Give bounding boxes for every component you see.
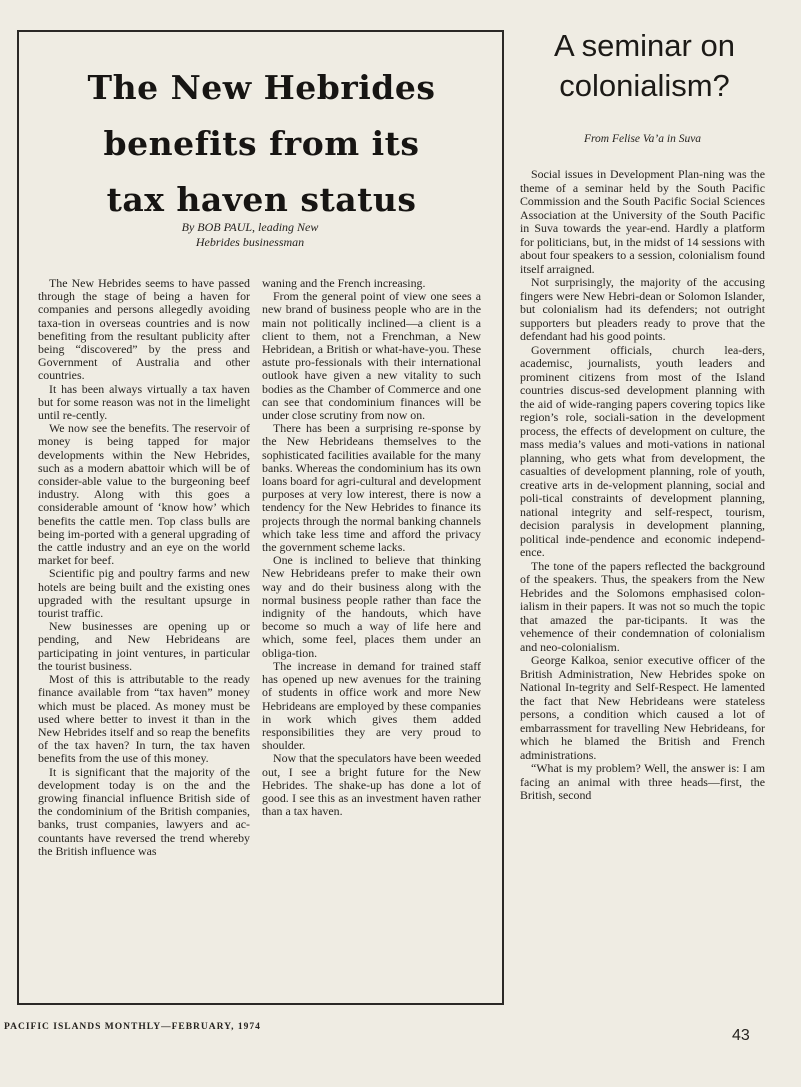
paragraph: The tone of the papers reflected the background of the speakers. Thus, the speakers from the New Hebrides and the Solomons emphasised colon-ialism in their papers. It was not so much the topic that amazed the par-ticipants. It was the vehemence of their condemnation of colonialism and neo-colonialism. <box>520 558 765 654</box>
side-title-line-2: colonialism? <box>559 68 730 103</box>
main-title-line-1: The New Hebrides <box>87 68 436 107</box>
page-number: 43 <box>732 1027 750 1044</box>
main-byline-line-1: By BOB PAUL, leading New <box>181 220 319 234</box>
paragraph: Now that the speculators have been weeded out, I see a bright future for the New Hebrides. The shake-up has done a lot of good. I see this as an investment haven rather than a tax haven. <box>262 751 482 819</box>
paragraph: There has been a surprising re-sponse by the New Hebrideans themselves to the sophisticated facilities available for the many banks. Whereas the condominium has its own loans board for agri-cultural and development purposes at very low interest, there is now a tendency for the New Hebrides to finance its projects through the normal banking channels which take less time and afford the privacy the government scheme lacks. <box>262 421 481 555</box>
paragraph: New businesses are opening up or pending, and New Hebrideans are participating in joint ventures, in particular the tourist business. <box>38 619 250 673</box>
paragraph: Government officials, church lea-ders, academisc, journalists, youth leaders and prominent citizens from most of the Island countries discus-sed development planning with the aid of wide-ranging papers covering topics like region’s role, sociali-sation in the development process, the effects of development on culture, the mass media’s values and moti-vations in national planning, who gets what from development, the casualties of development planning, role of youth, creative arts in de-velopment planning, social and poli-tical constraints of development planning, national integrity and self-respect, tourism, decision paralysis in development planning, political inde-pendence and economic independ-ence. <box>520 342 765 559</box>
side-title-line-1: A seminar on <box>554 28 735 63</box>
paragraph: Scientific pig and poultry farms and new hotels are being built and the existing ones upgraded with the resultant upsurge in tourist traffic. <box>38 566 250 621</box>
main-article-column-2 <box>262 277 481 818</box>
main-article-title <box>30 60 493 228</box>
paragraph: George Kalkoa, senior executive officer of the British Administration, New Hebrides spoke on National In-tegrity and Self-Respect. He lamented the fact that New Hebrideans were stateless persons, a condition which caused a lot of embarrassment for travelling New Hebrideans, for which he blamed the British and French administrations. <box>520 653 765 762</box>
main-byline-line-2: Hebrides businessman <box>195 235 305 249</box>
paragraph: waning and the French increasing. <box>262 276 426 290</box>
page-footer: PACIFIC ISLANDS MONTHLY—FEBRUARY, 1974 <box>4 1022 261 1032</box>
paragraph: The increase in demand for trained staff has opened up new avenues for the training of students in office work and more New Hebrideans are employed by these companies in work which gives them added responsibilities they are very proud to shoulder. <box>262 658 481 753</box>
side-article-title <box>522 26 767 106</box>
paragraph: “What is my problem? Well, the answer is: I am facing an animal with three heads—first, the British, second <box>520 761 765 802</box>
side-article-column <box>520 168 765 803</box>
paragraph: Not surprisingly, the majority of the accusing fingers were New Hebri-dean or Solomon Islander, but colonialism had its defenders; not outright supporters but pleaders ready to prove that the defendant had his good points. <box>520 275 765 343</box>
side-article-byline: From Felise Va’a in Suva <box>583 133 702 145</box>
main-article-byline <box>120 220 380 250</box>
main-title-line-2: benefits from its <box>103 124 420 163</box>
main-title-line-3: tax haven status <box>106 180 417 219</box>
paragraph: It has been always virtually a tax haven but for some reason was not in the limelight until re-cently. <box>38 381 250 423</box>
paragraph: The New Hebrides seems to have passed through the stage of being a haven for companies and persons allegedly avoiding taxa-tion in overseas countries and is now benefiting from the resultant publicity after being “discovered” by the press and Government of Australia and other countries. <box>38 276 250 383</box>
main-article-column-1 <box>38 277 250 858</box>
paragraph: Most of this is attributable to the ready finance available from “tax haven” money which must be placed. As money must be used where better to invest it than in the New Hebrides itself and so reap the benefits of the tax haven? In turn, the tax haven benefits from the use of this money. <box>38 672 250 766</box>
paragraph: We now see the benefits. The reservoir of money is being tapped for major developments within the New Hebrides, such as a modern abattoir which will be of consider-able value to the burgeoning beef industry. Along with this goes a considerable amount of ‘know how’ which benefits the cattle men. Top class bulls are being im-ported with a general upgrading of the cattle industry and an eye on the world market for beef. <box>38 421 250 568</box>
paragraph: From the general point of view one sees a new brand of business people who are in the main not politically inclined—a client is a client to them, not a Frenchman, a New Hebridean, a British or what-have-you. These astute pro-fessionals with their international outlook have given a new vitality to such bodies as the Chamber of Commerce and one can see that condominium finances will be under close scrutiny from now on. <box>262 289 481 423</box>
paragraph: It is significant that the majority of the development today is on the and the growing financial influence British side of the condominium of the British companies, banks, trust companies, lawyers and ac-countants have reversed the trend whereby the British influence was <box>38 764 250 858</box>
paragraph: Social issues in Development Plan-ning was the theme of a seminar held by the South Pacific Commission and the South Pacific Social Sciences Association at the University of the South Pacific in Suva towards the year-end. Hardly a platform for politicians, but, in the midst of 14 sessions with about four speakers to a session, colonialism found itself arraigned. <box>520 167 765 276</box>
paragraph: One is inclined to believe that thinking New Hebrideans prefer to make their own way and do their business along with the normal business people rather than face the indignity of the handouts, which have become so much a way of life here and which, some feel, places them under an obliga-tion. <box>262 553 481 660</box>
